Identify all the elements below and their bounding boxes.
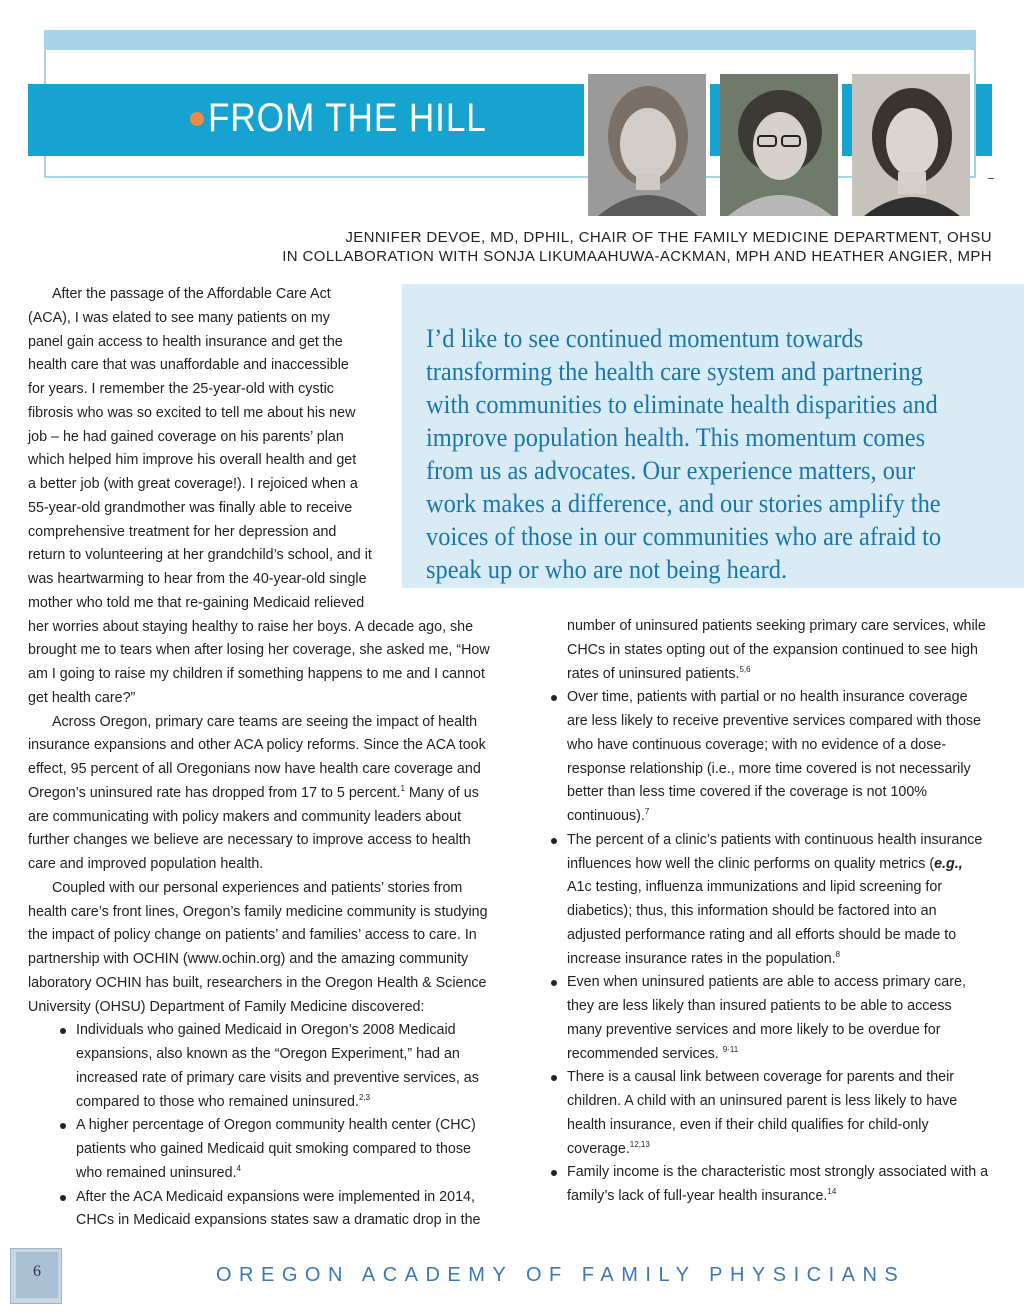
right-column-line xyxy=(567,973,966,991)
line-text: who remained uninsured. xyxy=(76,1164,237,1181)
line-text: Individuals who gained Medicaid in Oregon’s 2008 Medicaid xyxy=(76,1022,456,1039)
left-column-line xyxy=(28,784,479,802)
line-text: rates of uninsured patients. xyxy=(567,665,740,682)
right-column-line xyxy=(567,617,986,635)
right-column-line xyxy=(567,855,963,873)
left-column-line xyxy=(28,428,344,446)
right-column-line xyxy=(567,760,971,778)
line-text: partnership with OCHIN (www.ochin.org) and the amazing community xyxy=(28,951,469,967)
line-text: health care that was unaffordable and inaccessible xyxy=(28,357,349,374)
line-text: diabetics); thus, this information should be factored into an xyxy=(567,903,937,919)
left-column-line xyxy=(76,1045,460,1063)
line-text: health insurance, even if their child qualifies for child-only xyxy=(567,1116,929,1133)
line-text: a better job (with great coverage!). I rejoiced when a xyxy=(28,476,358,492)
citation-superscript: 8 xyxy=(835,949,841,959)
right-column-line xyxy=(567,807,649,825)
right-column-line xyxy=(567,1140,650,1158)
line-text: CHCs in states opting out of the expansion continued to see high xyxy=(567,641,978,658)
line-text: job – he had gained coverage on his parents’ plan xyxy=(28,428,344,445)
line-text: University (OHSU) Department of Family Medicine discovered: xyxy=(28,998,425,1015)
right-column-line xyxy=(567,736,946,754)
line-text: who have continuous coverage; with no evidence of a dose- xyxy=(567,736,947,753)
line-text: Coupled with our personal experiences and patients’ stories from xyxy=(52,879,463,896)
line-text: response relationship (i.e., more time covered is not necessarily xyxy=(567,760,971,777)
line-text: care and improved population health. xyxy=(28,856,264,872)
line-text: Family income is the characteristic most strongly associated with a xyxy=(567,1164,989,1181)
right-column-line xyxy=(567,1116,929,1134)
line-text: After the ACA Medicaid expansions were implemented in 2014, xyxy=(76,1188,475,1205)
left-column-line xyxy=(28,760,481,778)
bullet-dot-icon xyxy=(190,112,204,126)
left-column-line xyxy=(52,879,462,897)
line-text: laboratory OCHIN has built, researchers in the Oregon Health & Science xyxy=(28,974,487,991)
line-text: are communicating with policy makers and community leaders about xyxy=(28,808,462,825)
left-column-line xyxy=(28,998,424,1016)
left-column-line xyxy=(28,974,487,992)
left-column-line xyxy=(28,618,473,636)
line-text: coverage. xyxy=(567,1140,630,1157)
line-text: Across Oregon, primary care teams are seeing the impact of health xyxy=(52,713,478,730)
line-text: panel gain access to health insurance and get the xyxy=(28,333,343,350)
line-text: was heartwarming to hear from the 40-year-old single xyxy=(28,571,367,587)
right-column-line xyxy=(567,665,751,683)
citation-superscript: 2,3 xyxy=(358,1092,371,1102)
left-column-line xyxy=(28,831,471,849)
left-column-line xyxy=(76,1093,370,1111)
right-column-line xyxy=(567,926,956,944)
citation-superscript: 4 xyxy=(236,1163,241,1173)
line-text: better than less time covered if the coverage is not 100% xyxy=(567,784,928,801)
bullet-icon xyxy=(551,838,557,844)
left-column-line xyxy=(76,1140,471,1158)
line-text: mother who told me that re-gaining Medicaid relieved xyxy=(28,594,365,611)
left-column-line xyxy=(52,713,477,731)
citation-superscript: 12,13 xyxy=(629,1139,650,1149)
section-title: FROM THE HILL xyxy=(208,96,487,140)
right-column-line xyxy=(567,1187,836,1205)
right-column-line xyxy=(567,783,927,801)
left-column-line xyxy=(28,689,135,707)
right-column-line xyxy=(567,831,982,849)
line-text: The percent of a clinic’s patients with continuous health insurance xyxy=(567,831,983,848)
citation-superscript: 5,6 xyxy=(739,664,751,674)
bullet-icon xyxy=(60,1123,66,1129)
line-text: children. A child with an uninsured parent is less likely to have xyxy=(567,1093,958,1109)
left-column-line xyxy=(28,499,352,517)
line-text: effect, 95 percent of all Oregonians now have health care coverage and xyxy=(28,761,481,777)
line-text: for years. I remember the 25-year-old with cystic xyxy=(28,381,334,397)
line-text: recommended services. xyxy=(567,1045,723,1062)
left-column-line xyxy=(28,356,349,374)
left-column-line xyxy=(76,1164,241,1182)
author-photo xyxy=(720,74,838,216)
line-text: Oregon’s uninsured rate has dropped from 17 to 5 percent. xyxy=(28,784,401,801)
line-text: patients who gained Medicaid quit smoking compared to those xyxy=(76,1141,471,1157)
right-column-line xyxy=(567,688,968,706)
right-column-line xyxy=(567,1021,941,1039)
right-column-line xyxy=(567,1092,957,1110)
left-column-line xyxy=(76,1116,476,1134)
line-text: adjusted performance rating and all efforts should be made to xyxy=(567,926,957,943)
header-strip xyxy=(842,84,852,156)
left-column-line xyxy=(28,333,343,351)
left-column-line xyxy=(76,1188,475,1206)
line-text: expansions, also known as the “Oregon Experiment,” had an xyxy=(76,1046,460,1062)
line-text: number of uninsured patients seeking primary care services, while xyxy=(567,618,986,634)
left-column-line xyxy=(76,1211,480,1229)
left-column-line xyxy=(28,641,490,659)
left-column-line xyxy=(28,380,334,398)
left-column-line xyxy=(28,404,355,422)
citation-superscript: 9-11 xyxy=(722,1044,739,1054)
left-column-line xyxy=(28,546,372,564)
line-text: There is a causal link between coverage for parents and their xyxy=(567,1069,955,1086)
left-column-line xyxy=(28,808,461,826)
right-column-line xyxy=(567,997,952,1015)
bullet-icon xyxy=(551,695,557,701)
right-column-line xyxy=(567,878,942,896)
left-column-line xyxy=(28,594,364,612)
line-text: fibrosis who was so excited to tell me about his new xyxy=(28,404,356,421)
left-column-line xyxy=(28,950,468,968)
author-photo xyxy=(588,74,706,216)
line-text: which helped him improve his overall health and get xyxy=(28,452,357,469)
line-text: CHCs in Medicaid expansions states saw a dramatic drop in the xyxy=(76,1212,481,1229)
line-text: Even when uninsured patients are able to access primary care, xyxy=(567,974,966,991)
line-text: compared to those who remained uninsured. xyxy=(76,1093,359,1110)
header-strip xyxy=(976,84,992,156)
bullet-icon xyxy=(551,1075,557,1081)
line-text: return to volunteering at her grandchild’s school, and it xyxy=(28,547,372,564)
footer-organization: OREGON ACADEMY OF FAMILY PHYSICIANS xyxy=(216,1264,906,1286)
line-text: Many of us xyxy=(404,784,479,801)
byline-author: JENNIFER DEVOE, MD, DPHIL, CHAIR OF THE FAMILY MEDICINE DEPARTMENT, OHSU xyxy=(345,229,992,246)
left-column-line xyxy=(52,285,331,303)
line-text: 55-year-old grandmother was finally able to receive xyxy=(28,499,353,516)
right-column-line xyxy=(567,1163,988,1181)
line-text: continuous). xyxy=(567,808,645,824)
line-text: health care’s front lines, Oregon’s family medicine community is studying xyxy=(28,903,488,920)
line-text: family’s lack of full-year health insurance. xyxy=(567,1188,828,1204)
line-text: increase insurance rates in the population. xyxy=(567,950,836,967)
right-column-line xyxy=(567,950,840,968)
right-column-line xyxy=(567,1068,954,1086)
line-text: many preventive services and more likely to be overdue for xyxy=(567,1021,941,1038)
left-column-line xyxy=(76,1069,479,1087)
citation-superscript: 14 xyxy=(827,1187,837,1197)
line-text: get health care?” xyxy=(28,689,136,706)
line-text: are less likely to receive preventive services compared with those xyxy=(567,713,981,729)
author-photo xyxy=(852,74,970,216)
right-column-line xyxy=(567,712,981,730)
left-column-line xyxy=(28,451,356,469)
line-text: am I going to raise my children if something happens to me and I cannot xyxy=(28,666,485,682)
pull-quote: I’d like to see continued momentum towards transforming the health care system and partnering with communities to eliminate health disparities and improve population health. This momentum comes from us as advocates. Our experience matters, our work makes a difference, and our stories amplify the voices of those in our communities who are afraid to speak up or who are not being heard. xyxy=(426,324,942,584)
right-column-line xyxy=(567,902,937,920)
right-column-line xyxy=(567,641,978,659)
left-column-line xyxy=(28,475,358,493)
line-text: influences how well the clinic performs on quality metrics ( xyxy=(567,855,935,872)
line-text: (ACA), I was elated to see many patients on my xyxy=(28,309,330,326)
left-column-line xyxy=(76,1021,456,1039)
line-text: the impact of policy change on patients’ and families’ access to care. In xyxy=(28,927,477,944)
line-text: A higher percentage of Oregon community health center (CHC) xyxy=(76,1117,476,1134)
line-text: insurance expansions and other ACA policy reforms. Since the ACA took xyxy=(28,737,486,754)
bullet-icon xyxy=(60,1195,66,1201)
line-text: comprehensive treatment for her depression and xyxy=(28,523,337,540)
line-text: Over time, patients with partial or no health insurance coverage xyxy=(567,689,968,706)
line-text: her worries about staying healthy to raise her boys. A decade ago, she xyxy=(28,618,474,635)
bullet-icon xyxy=(551,1170,557,1176)
right-column-line xyxy=(567,1045,738,1063)
header-top-bar xyxy=(44,30,976,50)
page-number: 6 xyxy=(33,1263,41,1280)
byline-collaborators: IN COLLABORATION WITH SONJA LIKUMAAHUWA-ACKMAN, MPH AND HEATHER ANGIER, MPH xyxy=(282,248,992,265)
line-text: brought me to tears when after losing her coverage, she asked me, “How xyxy=(28,642,490,659)
left-column-line xyxy=(28,736,486,754)
left-column-line xyxy=(28,665,485,683)
bullet-icon xyxy=(60,1028,66,1034)
citation-superscript: 7 xyxy=(644,807,650,817)
left-column-line xyxy=(28,926,477,944)
header-strip xyxy=(710,84,720,156)
bullet-icon xyxy=(551,980,557,986)
line-text: further changes we believe are necessary to improve access to health xyxy=(28,832,471,849)
line-text: increased rate of primary care visits and preventive services, as xyxy=(76,1069,479,1086)
left-column-line xyxy=(28,570,367,588)
left-column-line xyxy=(28,309,330,327)
line-text: A1c testing, influenza immunizations and lipid screening for xyxy=(567,879,943,896)
left-column-line xyxy=(28,523,336,541)
line-emphasis: e.g., xyxy=(934,855,963,872)
divider xyxy=(988,178,994,179)
citation-superscript: 1 xyxy=(400,783,405,793)
left-column-line xyxy=(28,903,488,921)
left-column-line xyxy=(28,855,263,873)
line-text: After the passage of the Affordable Care Act xyxy=(52,286,331,302)
line-text: they are less likely than insured patients to be able to access xyxy=(567,998,952,1014)
